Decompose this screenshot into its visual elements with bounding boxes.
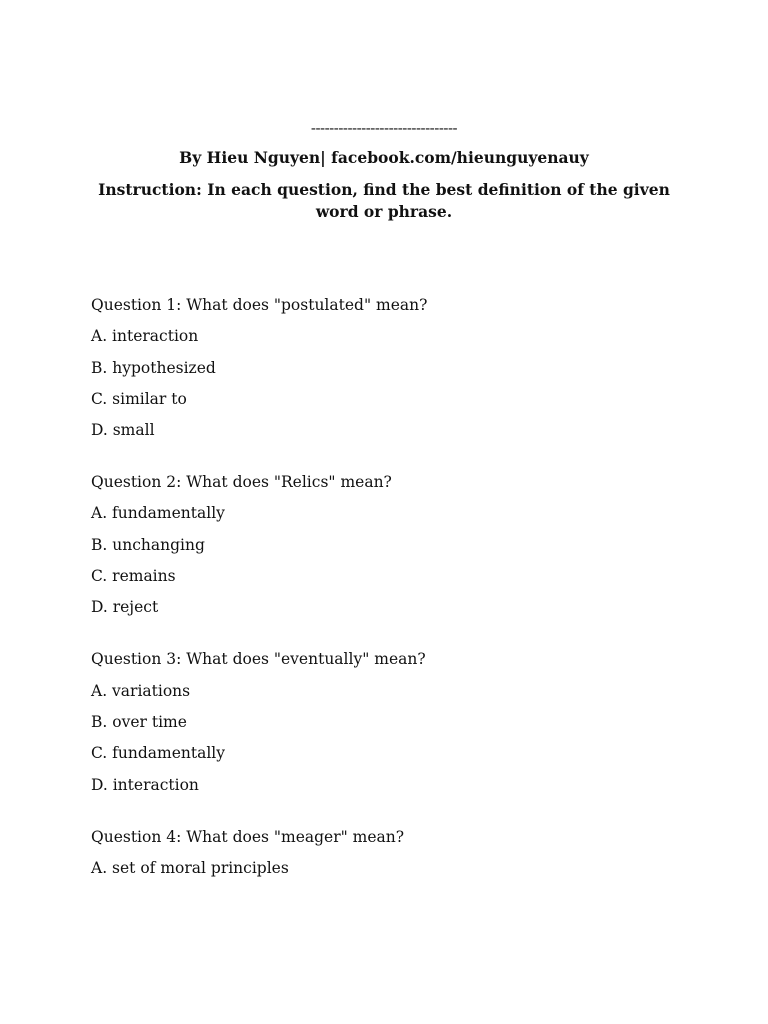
question-1-option-b: B. hypothesized	[91, 358, 216, 377]
question-1-option-c: C. similar to	[91, 389, 187, 408]
question-3-option-a: A. variations	[91, 681, 191, 700]
question-list	[91, 294, 711, 909]
question-2	[91, 471, 711, 618]
question-1-option-d: D. small	[91, 421, 155, 440]
question-3-option-c: C. fundamentally	[91, 744, 226, 763]
question-4-option-a: A. set of moral principles	[91, 858, 289, 877]
header-divider: --------------------------------	[310, 119, 458, 137]
question-1	[91, 294, 711, 441]
instruction-text: Instruction: In each question, find the best definition of the given word or phrase.	[98, 180, 670, 221]
question-3-text: Question 3: What does "eventually" mean?	[91, 650, 426, 669]
question-1-option-a: A. interaction	[91, 327, 199, 346]
question-3	[91, 648, 711, 795]
question-2-option-b: B. unchanging	[91, 535, 205, 554]
question-2-option-d: D. reject	[91, 598, 159, 617]
question-4-text: Question 4: What does "meager" mean?	[91, 827, 405, 846]
question-2-option-a: A. fundamentally	[91, 504, 225, 523]
question-3-option-b: B. over time	[91, 712, 187, 731]
document-header	[0, 118, 768, 223]
question-3-option-d: D. interaction	[91, 775, 199, 794]
question-4	[91, 826, 711, 879]
question-1-text: Question 1: What does "postulated" mean?	[91, 296, 428, 314]
question-2-text: Question 2: What does "Relics" mean?	[91, 473, 392, 492]
author-byline: By Hieu Nguyen| facebook.com/hieunguyenauy	[179, 148, 589, 167]
question-2-option-c: C. remains	[91, 567, 176, 586]
